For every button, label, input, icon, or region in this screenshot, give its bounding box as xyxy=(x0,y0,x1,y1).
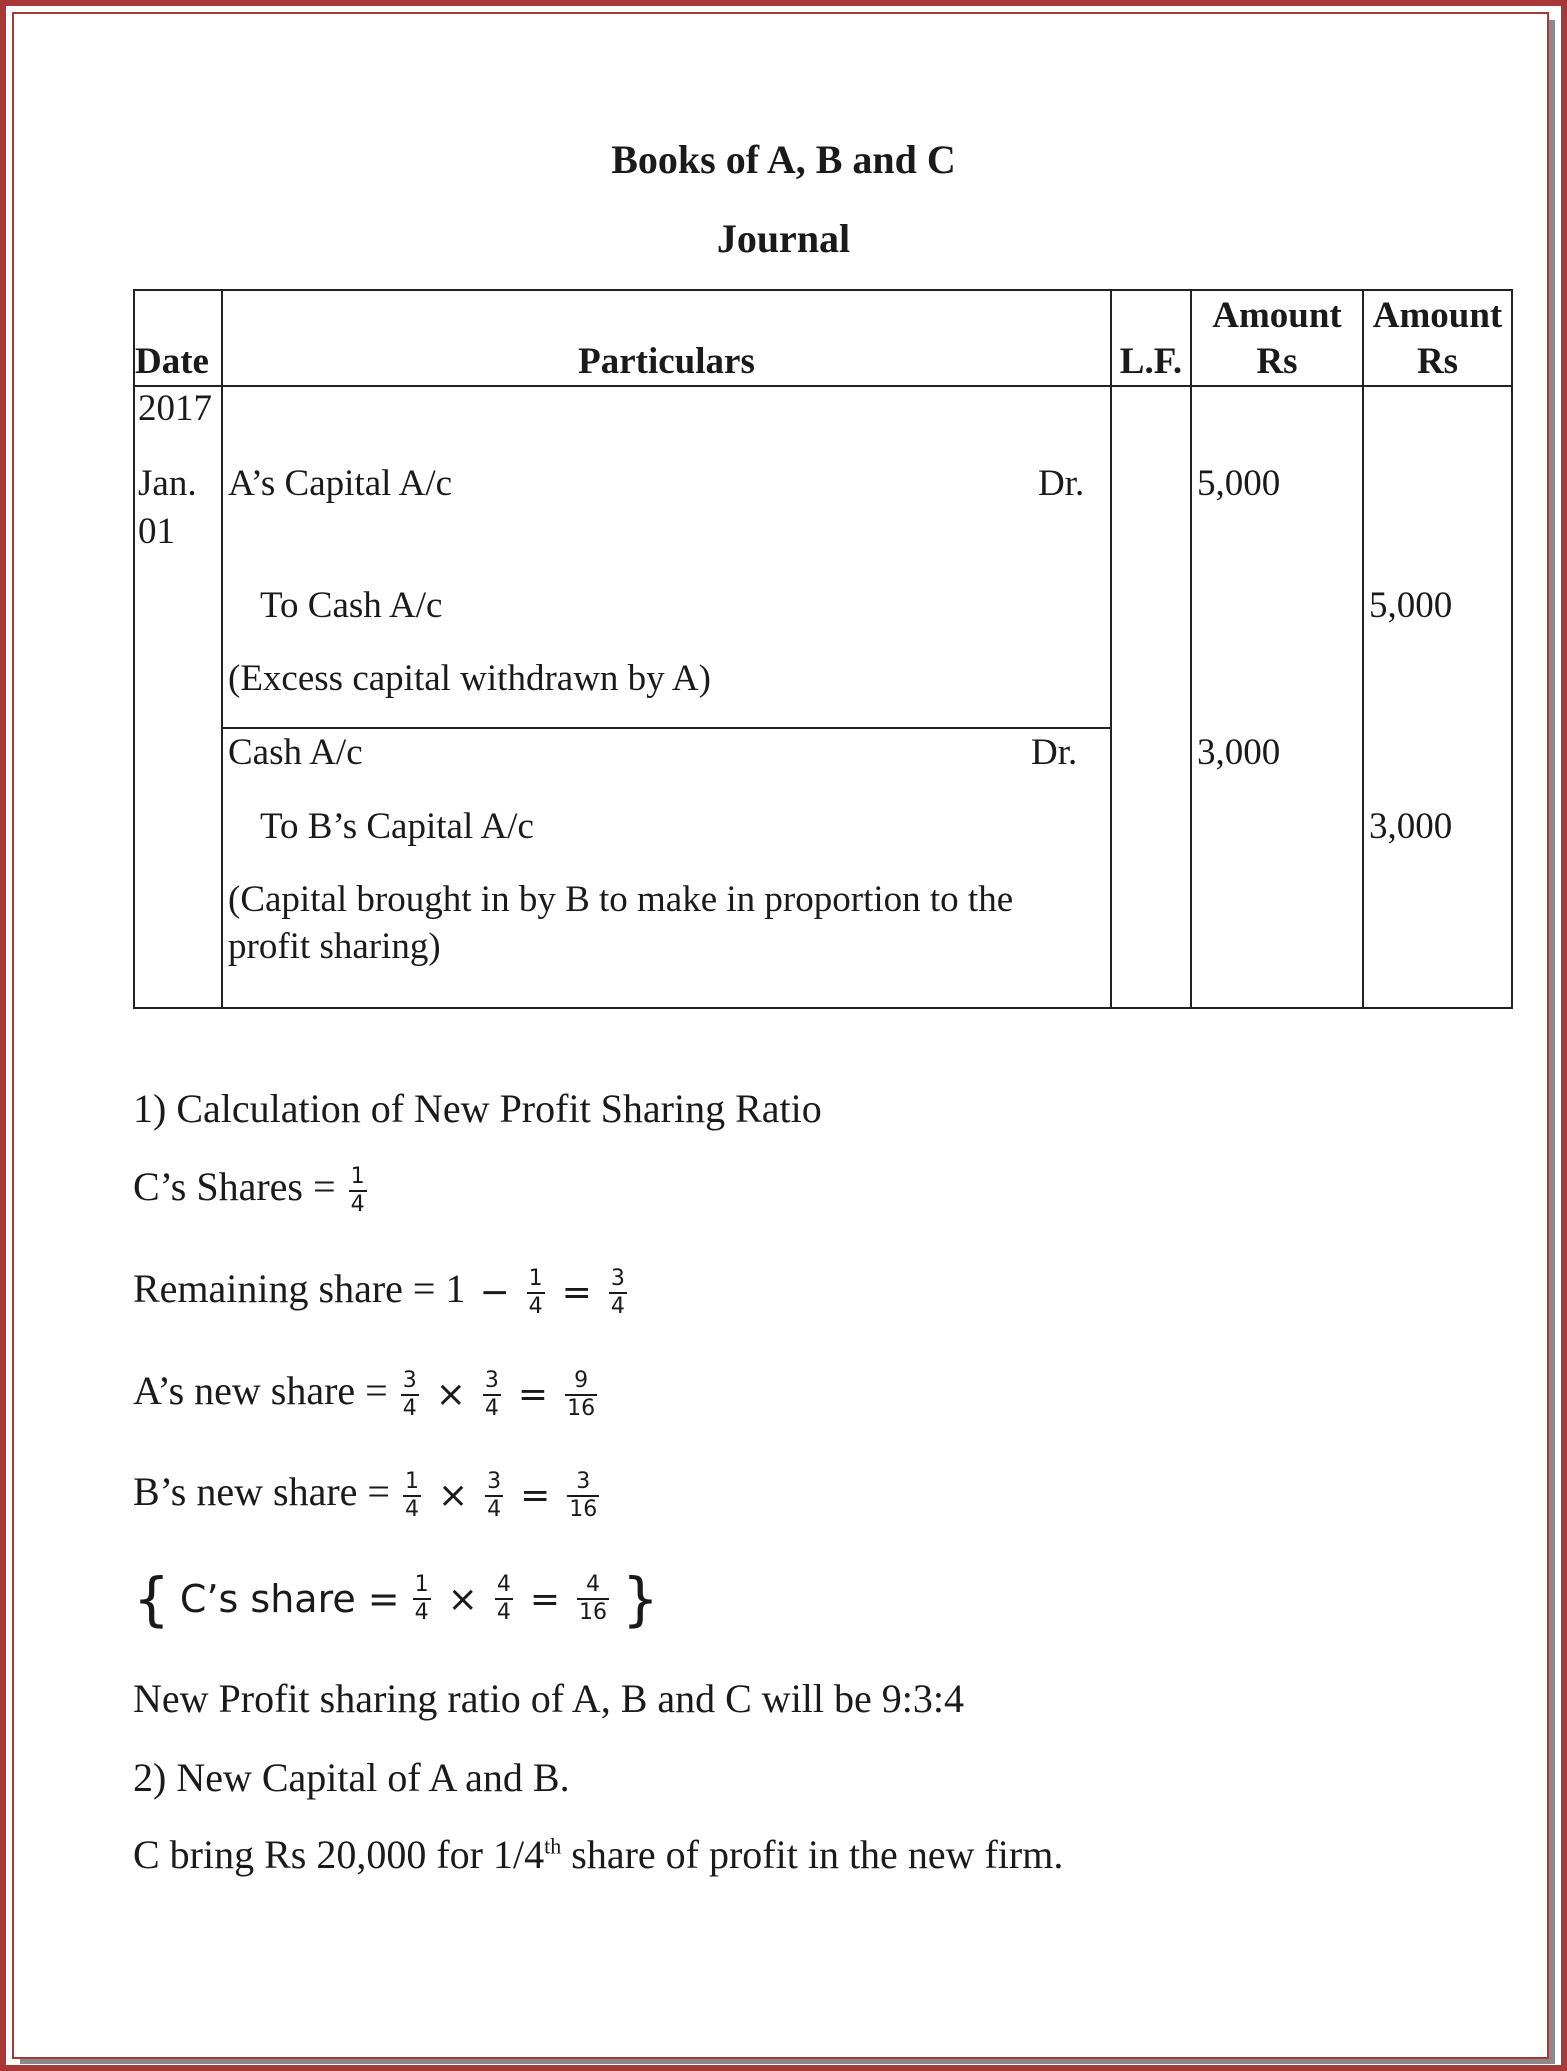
a-fraction-2: $\frac{3}{4}$ xyxy=(484,1367,499,1421)
b-fraction-2: $\frac{3}{4}$ xyxy=(487,1468,502,1522)
c-share-formula-line xyxy=(133,1565,659,1633)
entry1-debit-account: A’s Capital A/c xyxy=(228,463,453,504)
page-shadow-right xyxy=(1549,20,1555,2060)
a-new-share-label: A’s new share = xyxy=(133,1368,388,1413)
entry2-credit-amount: 3,000 xyxy=(1369,806,1453,847)
equals-sign: = xyxy=(561,1272,592,1314)
col-amount-credit: Amount Rs xyxy=(1363,290,1512,386)
journal-title: Journal xyxy=(716,216,851,261)
entry2-debit-account: Cash A/c xyxy=(228,732,363,773)
remaining-share-line xyxy=(133,1265,630,1320)
a-result-fraction: $\frac{9}{16}$ xyxy=(567,1367,596,1421)
debit-amount-cell xyxy=(1191,386,1363,1008)
col-particulars: Particulars xyxy=(222,290,1111,386)
b-result-fraction: $\frac{3}{16}$ xyxy=(569,1468,598,1522)
col-lf: L.F. xyxy=(1111,290,1191,386)
left-brace: { xyxy=(133,1565,170,1633)
times-sign: × xyxy=(437,1475,469,1517)
entry2-debit-amount: 3,000 xyxy=(1197,732,1281,773)
date-month: Jan. xyxy=(138,463,197,504)
remaining-result-fraction: $\frac{3}{4}$ xyxy=(610,1265,625,1319)
c-bring-capital-text: C bring Rs 20,000 for 1/4th share of profit in the new firm. xyxy=(133,1832,1064,1877)
date-day: 01 xyxy=(138,511,175,552)
a-new-share-line xyxy=(133,1367,600,1422)
times-sign: × xyxy=(435,1374,466,1416)
date-year: 2017 xyxy=(138,388,212,429)
equals-sign: = xyxy=(529,1578,560,1620)
equals-sign: = xyxy=(517,1374,549,1416)
c-share-fraction: $\frac{1}{4}$ xyxy=(350,1163,365,1217)
right-brace: } xyxy=(622,1565,659,1633)
lf-cell xyxy=(1111,386,1191,1008)
new-ratio-text: New Profit sharing ratio of A, B and C will be 9:3:4 xyxy=(133,1676,965,1721)
a-fraction-1: $\frac{3}{4}$ xyxy=(402,1367,417,1421)
entry1-credit-account: To Cash A/c xyxy=(260,585,443,626)
entry2-credit-account: To B’s Capital A/c xyxy=(260,806,534,847)
entry1-debit-amount: 5,000 xyxy=(1197,463,1281,504)
entry-divider xyxy=(223,727,1112,729)
page-shadow-bottom xyxy=(20,2059,1555,2064)
calc-heading-2: 2) New Capital of A and B. xyxy=(133,1755,570,1800)
b-new-share-label: B’s new share = xyxy=(133,1469,390,1514)
calc-heading-1: 1) Calculation of New Profit Sharing Ratio xyxy=(133,1086,822,1131)
credit-amount-cell xyxy=(1363,386,1512,1008)
date-cell xyxy=(134,386,222,1008)
entry1-dr: Dr. xyxy=(1038,463,1085,504)
journal-header-row xyxy=(134,290,1512,386)
col-date: Date xyxy=(134,290,222,386)
c-share-formula-label: C’s share = xyxy=(179,1577,400,1621)
entry2-narration-line2: profit sharing) xyxy=(228,926,441,967)
equals-sign: = xyxy=(520,1475,551,1517)
journal-table xyxy=(133,289,1513,1009)
col-amount-debit: Amount Rs xyxy=(1191,290,1363,386)
b-fraction-1: $\frac{1}{4}$ xyxy=(404,1468,419,1522)
books-title: Books of A, B and C xyxy=(611,137,956,182)
remaining-share-label: Remaining share = 1 xyxy=(133,1266,466,1311)
journal-body-row xyxy=(134,386,1512,1008)
c-fraction-2: $\frac{4}{4}$ xyxy=(496,1572,511,1625)
b-new-share-line xyxy=(133,1468,602,1523)
c-share-label: C’s Shares = xyxy=(133,1164,336,1209)
particulars-cell xyxy=(222,386,1111,1008)
c-share-line xyxy=(133,1163,370,1218)
times-sign: × xyxy=(447,1578,478,1620)
c-fraction-1: $\frac{1}{4}$ xyxy=(414,1572,429,1625)
entry1-narration: (Excess capital withdrawn by A) xyxy=(228,658,711,699)
entry2-narration-line1: (Capital brought in by B to make in proportion to the xyxy=(228,879,1014,920)
c-result-fraction: $\frac{4}{16}$ xyxy=(579,1572,607,1625)
entry1-credit-amount: 5,000 xyxy=(1369,585,1453,626)
entry2-dr: Dr. xyxy=(1031,732,1078,773)
minus-sign: − xyxy=(479,1272,510,1314)
remaining-sub-fraction: $\frac{1}{4}$ xyxy=(528,1265,543,1319)
